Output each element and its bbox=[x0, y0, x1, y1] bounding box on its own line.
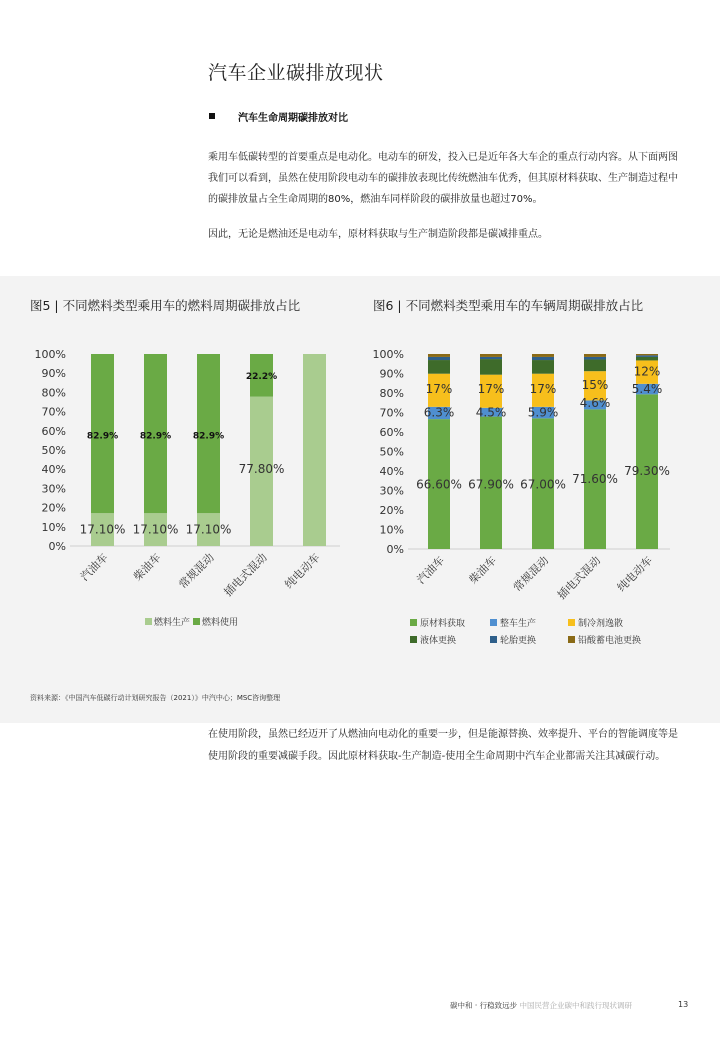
y-tick-label: 80% bbox=[379, 387, 404, 400]
page-title: 汽车企业碳排放现状 bbox=[208, 62, 384, 84]
footer-right: 中国民营企业碳中和践行现状调研 bbox=[519, 1001, 633, 1010]
data-label: 17% bbox=[529, 382, 557, 397]
page-number: 13 bbox=[678, 1000, 689, 1009]
x-tick-label: 插电式混动 bbox=[555, 553, 604, 603]
bar-segment bbox=[636, 357, 658, 361]
legend-swatch bbox=[490, 619, 497, 626]
y-tick-label: 90% bbox=[41, 367, 66, 381]
figure6-title: 图6 | 不同燃料类型乘用车的车辆周期碳排放占比 bbox=[373, 298, 644, 313]
y-tick-label: 0% bbox=[386, 543, 404, 556]
bar-segment bbox=[584, 357, 606, 360]
data-label: 5.4% bbox=[631, 382, 663, 397]
legend-swatch bbox=[490, 636, 497, 643]
x-tick-label: 常规混动 bbox=[176, 550, 217, 592]
legend-label: 轮胎更换 bbox=[500, 636, 537, 646]
y-tick-label: 20% bbox=[379, 504, 404, 517]
y-tick-label: 60% bbox=[379, 426, 404, 439]
figure5-chart bbox=[0, 335, 360, 645]
data-label: 77.80% bbox=[238, 462, 285, 477]
y-tick-label: 40% bbox=[379, 465, 404, 478]
y-tick-label: 70% bbox=[41, 405, 66, 419]
data-label: 17.10% bbox=[79, 522, 126, 537]
conclusion-paragraph: 因此，无论是燃油还是电动车，原材料获取与生产制造阶段都是碳减排重点。 bbox=[208, 229, 548, 240]
usage-paragraph: 在使用阶段，虽然已经迈开了从燃油向电动化的重要一步，但是能源替换、效率提升、平台的智能调度等是使用阶段的重要减碳手段。因此原材料获取-生产制造-使用全生命周期中汽车企业都需关注其减碳行动。 bbox=[208, 729, 678, 762]
legend-swatch bbox=[410, 619, 417, 626]
intro-paragraph: 乘用车低碳转型的首要重点是电动化。电动车的研发，投入已是近年各大车企的重点行动内容。从下面两图我们可以看到，虽然在使用阶段电动车的碳排放表现比传统燃油车优秀，但其原材料获取、生产制造过程中的碳排放量占全生命周期的80%，燃油车同样阶段的碳排放量也超过70%。 bbox=[208, 152, 678, 205]
bar-segment bbox=[532, 360, 554, 374]
data-label: 4.6% bbox=[579, 395, 611, 410]
legend-label: 液体更换 bbox=[420, 636, 457, 646]
legend-label: 原材料获取 bbox=[420, 619, 466, 629]
data-label: 6.3% bbox=[423, 405, 455, 420]
y-tick-label: 30% bbox=[379, 484, 404, 498]
bar-segment bbox=[303, 354, 326, 546]
legend-label: 铅酸蓄电池更换 bbox=[578, 636, 642, 646]
legend-label: 整车生产 bbox=[500, 619, 537, 629]
data-label: 4.5% bbox=[475, 405, 507, 420]
data-label: 66.60% bbox=[416, 477, 462, 492]
data-label: 82.9% bbox=[86, 431, 119, 442]
bullet-square bbox=[209, 113, 215, 119]
y-tick-label: 50% bbox=[41, 444, 66, 457]
data-label: 15% bbox=[581, 378, 609, 393]
legend-swatch bbox=[568, 619, 575, 626]
y-tick-label: 100% bbox=[34, 348, 66, 361]
data-label: 22.2% bbox=[245, 372, 278, 383]
y-tick-label: 40% bbox=[41, 463, 66, 477]
data-label: 67.00% bbox=[520, 477, 566, 492]
figure5-title: 图5 | 不同燃料类型乘用车的燃料周期碳排放占比 bbox=[30, 298, 301, 313]
x-tick-label: 柴油车 bbox=[131, 550, 164, 584]
legend-swatch bbox=[568, 636, 575, 643]
y-tick-label: 10% bbox=[41, 520, 66, 534]
x-tick-label: 常规混动 bbox=[510, 553, 552, 595]
legend-label: 燃料生产 bbox=[154, 618, 191, 628]
data-label: 79.30% bbox=[624, 464, 670, 478]
data-label: 71.60% bbox=[572, 471, 618, 486]
bar-segment bbox=[636, 355, 658, 357]
data-label: 17.10% bbox=[132, 522, 179, 537]
legend-swatch bbox=[145, 618, 152, 625]
footer-left: 碳中和 · 行稳致远步 bbox=[450, 1001, 518, 1010]
bar-segment bbox=[636, 354, 658, 355]
footer-text bbox=[450, 1000, 632, 1011]
x-tick-label: 纯电动车 bbox=[614, 553, 656, 595]
legend-swatch bbox=[410, 636, 417, 643]
data-label: 82.9% bbox=[139, 431, 172, 442]
y-tick-label: 0% bbox=[48, 540, 66, 553]
bar-segment bbox=[584, 359, 606, 371]
bar-segment bbox=[428, 357, 450, 360]
x-tick-label: 汽油车 bbox=[414, 553, 448, 587]
legend-label: 制冷剂逸散 bbox=[578, 619, 624, 629]
y-tick-label: 70% bbox=[379, 406, 404, 420]
x-tick-label: 插电式混动 bbox=[221, 550, 270, 600]
data-label: 67.90% bbox=[468, 477, 514, 492]
y-tick-label: 10% bbox=[379, 523, 404, 537]
source-note: 资料来源：《中国汽车低碳行动计划研究报告（2021）》中汽中心；MSC咨询整理 bbox=[30, 694, 281, 702]
bar-segment bbox=[480, 357, 502, 359]
bar-segment bbox=[428, 360, 450, 374]
x-tick-label: 柴油车 bbox=[466, 553, 500, 587]
figure6-chart bbox=[360, 335, 720, 660]
legend-label: 燃料使用 bbox=[202, 618, 239, 628]
x-tick-label: 纯电动车 bbox=[282, 550, 323, 592]
bar-segment bbox=[532, 357, 554, 360]
y-tick-label: 90% bbox=[379, 367, 404, 381]
bar-segment bbox=[480, 354, 502, 357]
data-label: 82.9% bbox=[192, 431, 225, 442]
data-label: 17% bbox=[477, 382, 505, 397]
bar-segment bbox=[532, 354, 554, 357]
data-label: 12% bbox=[633, 364, 661, 379]
section-subtitle: 汽车生命周期碳排放对比 bbox=[238, 113, 348, 124]
y-tick-label: 100% bbox=[372, 348, 404, 361]
y-tick-label: 60% bbox=[41, 424, 66, 438]
x-tick-label: 汽油车 bbox=[78, 550, 111, 584]
y-tick-label: 20% bbox=[41, 501, 66, 515]
data-label: 5.9% bbox=[527, 405, 559, 420]
bar-segment bbox=[428, 354, 450, 357]
y-tick-label: 30% bbox=[41, 482, 66, 496]
bar-segment bbox=[584, 354, 606, 357]
bar-segment bbox=[480, 359, 502, 375]
legend-swatch bbox=[193, 618, 200, 625]
data-label: 17% bbox=[425, 382, 453, 397]
y-tick-label: 80% bbox=[41, 386, 66, 400]
y-tick-label: 50% bbox=[379, 445, 404, 459]
data-label: 17.10% bbox=[185, 522, 232, 537]
